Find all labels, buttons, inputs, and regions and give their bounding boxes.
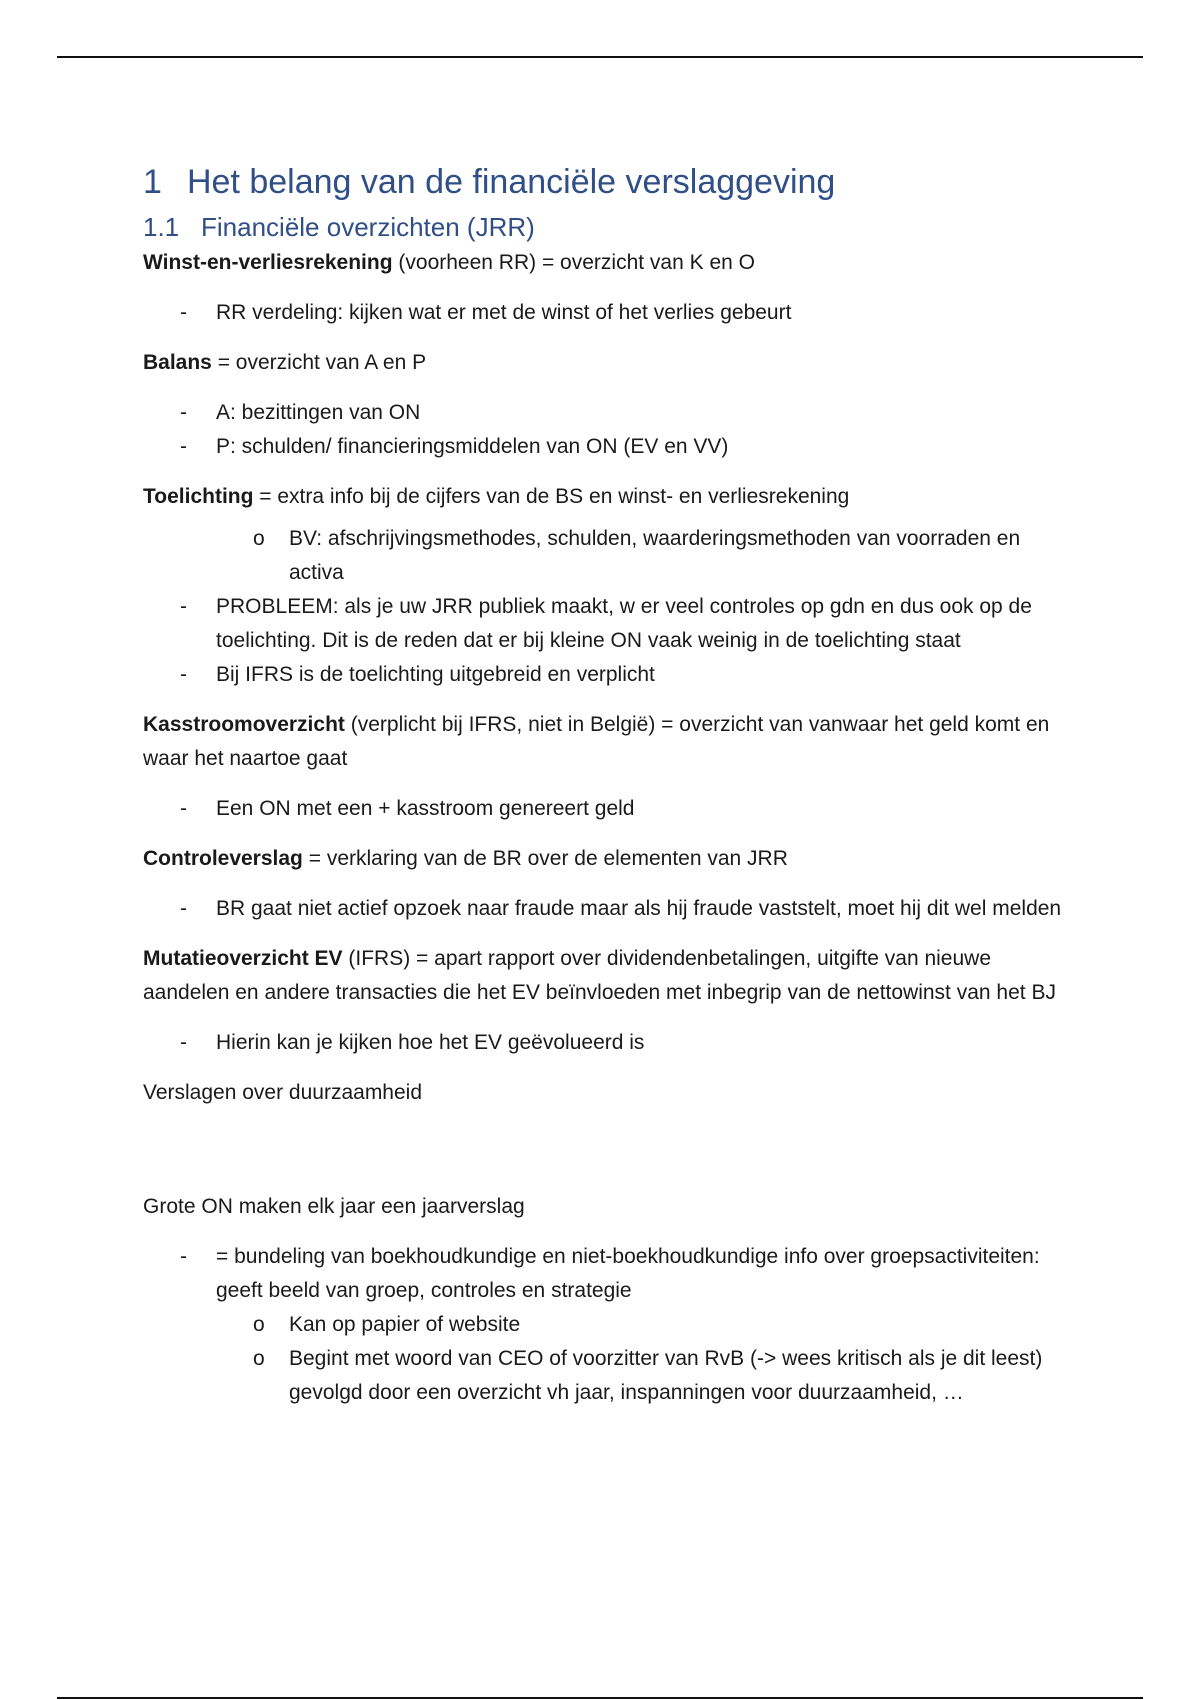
heading-1-1: 1.1 Financiële overzichten (JRR)	[143, 212, 535, 242]
balans-paragraph: Balans = overzicht van A en P	[143, 351, 427, 374]
toelichting-list	[143, 590, 1063, 692]
sub-list-item: o Kan op papier of website	[143, 1308, 1063, 1342]
document-body	[143, 160, 1063, 1410]
balans-list	[143, 396, 1063, 464]
winst-paragraph: Winst-en-verliesrekening (voorheen RR) = overzicht van K en O	[143, 251, 755, 274]
heading-1: 1 Het belang van de financiële verslaggeving	[143, 163, 836, 201]
sub-list-item: o Begint met woord van CEO of voorzitter van RvB (-> wees kritisch als je dit leest) gevolgd door een overzicht vh jaar, inspanningen voor duurzaamheid, …	[143, 1342, 1063, 1410]
grote-sublist	[143, 1308, 1063, 1410]
list-item: - = bundeling van boekhoudkundige en niet-boekhoudkundige info over groepsactiviteiten: geeft beeld van groep, controles en strategie	[143, 1240, 1063, 1308]
list-item: - PROBLEEM: als je uw JRR publiek maakt, w er veel controles op gdn en dus ook op de toelichting. Dit is de reden dat er bij kleine ON vaak weinig in de toelichting staat	[143, 590, 1063, 658]
kasstroom-list	[143, 792, 1063, 826]
list-item: - BR gaat niet actief opzoek naar fraude maar als hij fraude vaststelt, moet hij dit wel melden	[143, 892, 1063, 926]
controle-list	[143, 892, 1063, 926]
sub-list-item: o BV: afschrijvingsmethodes, schulden, waarderingsmethoden van voorraden en activa	[143, 522, 1063, 590]
grote-paragraph: Grote ON maken elk jaar een jaarverslag	[143, 1195, 525, 1218]
mutatie-paragraph: Mutatieoverzicht EV (IFRS) = apart rapport over dividendenbetalingen, uitgifte van nieuwe aandelen en andere transacties die het EV beïnvloeden met inbegrip van de nettowinst van het BJ	[143, 947, 1056, 1004]
kasstroom-paragraph: Kasstroomoverzicht (verplicht bij IFRS, niet in België) = overzicht van vanwaar het geld komt en waar het naartoe gaat	[143, 713, 1050, 770]
winst-list	[143, 296, 1063, 330]
footer-rule	[57, 1697, 1143, 1699]
spacer	[143, 1126, 1063, 1190]
list-item: - P: schulden/ financieringsmiddelen van ON (EV en VV)	[143, 430, 1063, 464]
list-item: - A: bezittingen van ON	[143, 396, 1063, 430]
mutatie-list	[143, 1026, 1063, 1060]
header-rule	[57, 56, 1143, 58]
toelichting-paragraph: Toelichting = extra info bij de cijfers van de BS en winst- en verliesrekening	[143, 485, 850, 508]
list-item: - Bij IFRS is de toelichting uitgebreid en verplicht	[143, 658, 1063, 692]
list-item: - RR verdeling: kijken wat er met de winst of het verlies gebeurt	[143, 296, 1063, 330]
verslagen-paragraph: Verslagen over duurzaamheid	[143, 1081, 423, 1104]
controle-paragraph: Controleverslag = verklaring van de BR over de elementen van JRR	[143, 847, 788, 870]
toelichting-sublist	[143, 522, 1063, 590]
list-item: - Hierin kan je kijken hoe het EV geëvolueerd is	[143, 1026, 1063, 1060]
list-item: - Een ON met een + kasstroom genereert geld	[143, 792, 1063, 826]
grote-list	[143, 1240, 1063, 1308]
